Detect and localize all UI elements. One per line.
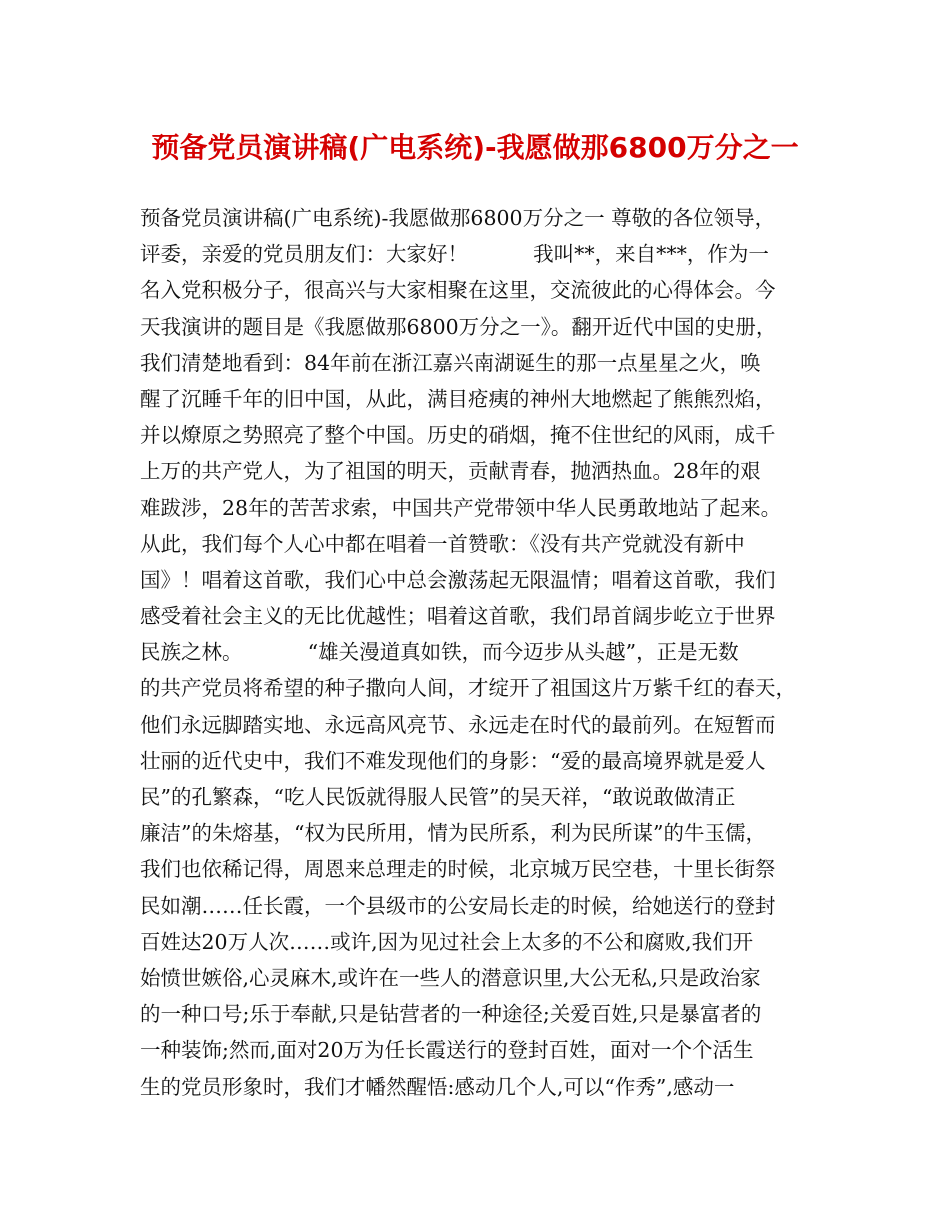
body-line: 百姓达20万人次……或许,因为见过社会上太多的不公和腐败,我们开 bbox=[140, 929, 754, 954]
body-line: 我们清楚地看到：84年前在浙江嘉兴南湖诞生的那一点星星之火，唤 bbox=[140, 350, 761, 375]
body-line: 醒了沉睡千年的旧中国，从此，满目疮痍的神州大地燃起了熊熊烈焰， bbox=[140, 386, 776, 411]
body-line: 从此，我们每个人心中都在唱着一首赞歌：《没有共产党就没有新中 bbox=[140, 531, 745, 556]
body-line: 国》！唱着这首歌，我们心中总会激荡起无限温情；唱着这首歌，我们 bbox=[140, 567, 776, 592]
body-line: 廉洁”的朱熔基，“权为民所用，情为民所系，利为民所谋”的牛玉儒， bbox=[140, 821, 766, 846]
body-line: 生的党员形象时，我们才幡然醒悟:感动几个人,可以“作秀”,感动一 bbox=[140, 1074, 735, 1099]
body-line: 他们永远脚踏实地、永远高风亮节、永远走在时代的最前列。在短暂而 bbox=[140, 712, 776, 737]
body-line: 的共产党员将希望的种子撒向人间，才绽开了祖国这片万紫千红的春天， bbox=[140, 676, 796, 701]
document-body bbox=[140, 200, 830, 1105]
body-line: 民族之林。 “雄关漫道真如铁，而今迈步从头越”，正是无数 bbox=[140, 640, 739, 665]
body-line: 我们也依稀记得，周恩来总理走的时候，北京城万民空巷，十里长街祭 bbox=[140, 857, 776, 882]
body-line: 名入党积极分子，很高兴与大家相聚在这里，交流彼此的心得体会。今 bbox=[140, 278, 776, 303]
body-line: 始愤世嫉俗,心灵麻木,或许在一些人的潜意识里,大公无私,只是政治家 bbox=[140, 965, 761, 990]
body-line: 评委，亲爱的党员朋友们：大家好！ 我叫**，来自***，作为一 bbox=[140, 242, 769, 267]
document-title: 预备党员演讲稿(广电系统)-我愿做那6800万分之一 bbox=[151, 131, 799, 164]
body-line: 的一种口号;乐于奉献,只是钻营者的一种途径;关爱百姓,只是暴富者的 bbox=[140, 1002, 762, 1027]
body-line: 壮丽的近代史中，我们不难发现他们的身影：“爱的最高境界就是爱人 bbox=[140, 748, 766, 773]
body-line: 难跋涉，28年的苦苦求索，中国共产党带领中华人民勇敢地站了起来。 bbox=[140, 495, 782, 520]
body-line: 并以燎原之势照亮了整个中国。历史的硝烟，掩不住世纪的风雨，成千 bbox=[140, 423, 776, 448]
body-line: 感受着社会主义的无比优越性；唱着这首歌，我们昂首阔步屹立于世界 bbox=[140, 604, 776, 629]
body-line: 预备党员演讲稿(广电系统)-我愿做那6800万分之一 尊敬的各位领导， bbox=[140, 206, 776, 230]
body-line: 一种装饰;然而,面对20万为任长霞送行的登封百姓，面对一个个活生 bbox=[140, 1038, 754, 1063]
body-line: 民如潮……任长霞，一个县级市的公安局长走的时候，给她送行的登封 bbox=[140, 893, 776, 918]
body-line: 天我演讲的题目是《我愿做那6800万分之一》。翻开近代中国的史册， bbox=[140, 314, 777, 339]
body-line: 民”的孔繁森，“吃人民饭就得服人民管”的吴天祥，“敢说敢做清正 bbox=[140, 785, 736, 809]
body-line: 上万的共产党人，为了祖国的明天，贡献青春，抛洒热血。28年的艰 bbox=[140, 459, 761, 484]
